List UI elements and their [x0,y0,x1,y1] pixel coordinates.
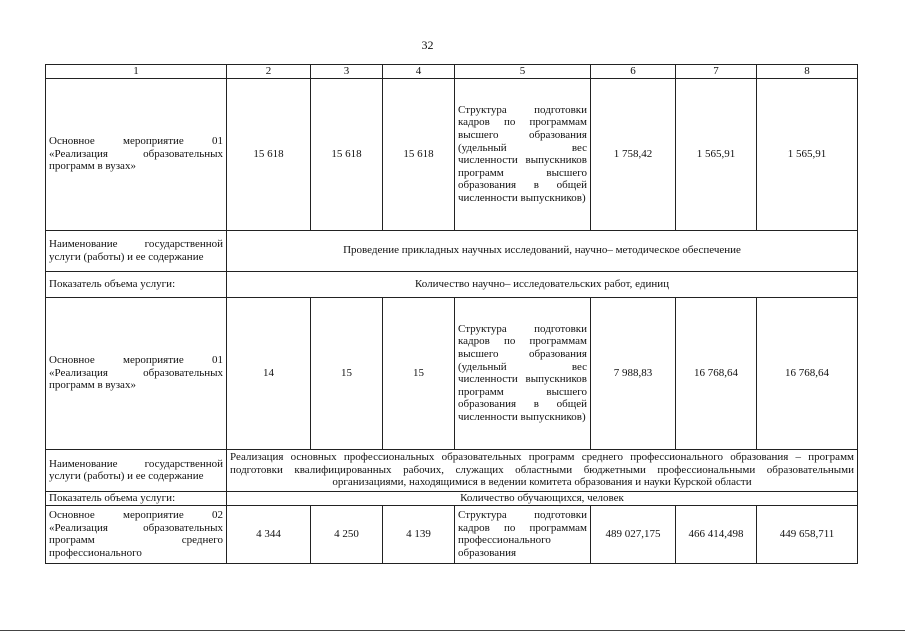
indicator-content-cell: Количество обучающихся, человек [227,491,858,505]
header-cell-4: 4 [383,65,455,79]
service-row [46,230,858,271]
value-cell: 15 [383,297,455,449]
indicator-description-cell: Структура подготовки кадров по программам высшего образования (удельный вес численности выпускников программ высшего образования в общей численности выпускников) [455,78,591,230]
indicator-row [46,491,858,505]
value-cell: 449 658,711 [757,505,858,563]
value-cell: 7 988,83 [591,297,676,449]
table-row [46,297,858,449]
indicator-content-cell: Количество научно– исследовательских работ, единиц [227,271,858,297]
service-label-cell: Наименование государственной услуги (работы) и ее содержание [46,230,227,271]
page-number: 32 [421,38,434,52]
table-row [46,505,858,563]
column-number-header-row [46,65,858,79]
header-cell-8: 8 [757,65,858,79]
event-name-cell: Основное мероприятие 02 «Реализация образовательных программ среднего профессионального [46,505,227,563]
value-cell: 4 250 [311,505,383,563]
value-cell: 14 [227,297,311,449]
value-cell: 4 139 [383,505,455,563]
value-cell: 1 758,42 [591,78,676,230]
indicator-description-cell: Структура подготовки кадров по программам профессионального образования [455,505,591,563]
header-cell-5: 5 [455,65,591,79]
service-label-cell: Наименование государственной услуги (работы) и ее содержание [46,449,227,491]
header-cell-1: 1 [46,65,227,79]
service-content-cell: Проведение прикладных научных исследований, научно– методическое обеспечение [227,230,858,271]
event-name-cell: Основное мероприятие 01 «Реализация образовательных программ в вузах» [46,297,227,449]
value-cell: 16 768,64 [757,297,858,449]
budget-table [45,64,858,564]
header-cell-7: 7 [676,65,757,79]
value-cell: 1 565,91 [676,78,757,230]
value-cell: 15 618 [383,78,455,230]
header-cell-3: 3 [311,65,383,79]
value-cell: 489 027,175 [591,505,676,563]
value-cell: 15 618 [227,78,311,230]
indicator-label-cell: Показатель объема услуги: [46,491,227,505]
indicator-row [46,271,858,297]
header-cell-6: 6 [591,65,676,79]
value-cell: 16 768,64 [676,297,757,449]
value-cell: 1 565,91 [757,78,858,230]
value-cell: 4 344 [227,505,311,563]
indicator-description-cell: Структура подготовки кадров по программам высшего образования (удельный вес численности выпускников программ высшего образования в общей численности выпускников) [455,297,591,449]
value-cell: 15 [311,297,383,449]
indicator-label-cell: Показатель объема услуги: [46,271,227,297]
scan-edge-line [0,630,905,631]
value-cell: 466 414,498 [676,505,757,563]
value-cell: 15 618 [311,78,383,230]
service-content-cell: Реализация основных профессиональных образовательных программ среднего профессионального образования – программ подготовки квалифицированных рабочих, служащих областными бюджетными профессиональными образовательными организациями, находящимися в ведении комитета образования и науки Курской области [227,449,858,491]
event-name-cell: Основное мероприятие 01 «Реализация образовательных программ в вузах» [46,78,227,230]
header-cell-2: 2 [227,65,311,79]
service-row [46,449,858,491]
table-row [46,78,858,230]
